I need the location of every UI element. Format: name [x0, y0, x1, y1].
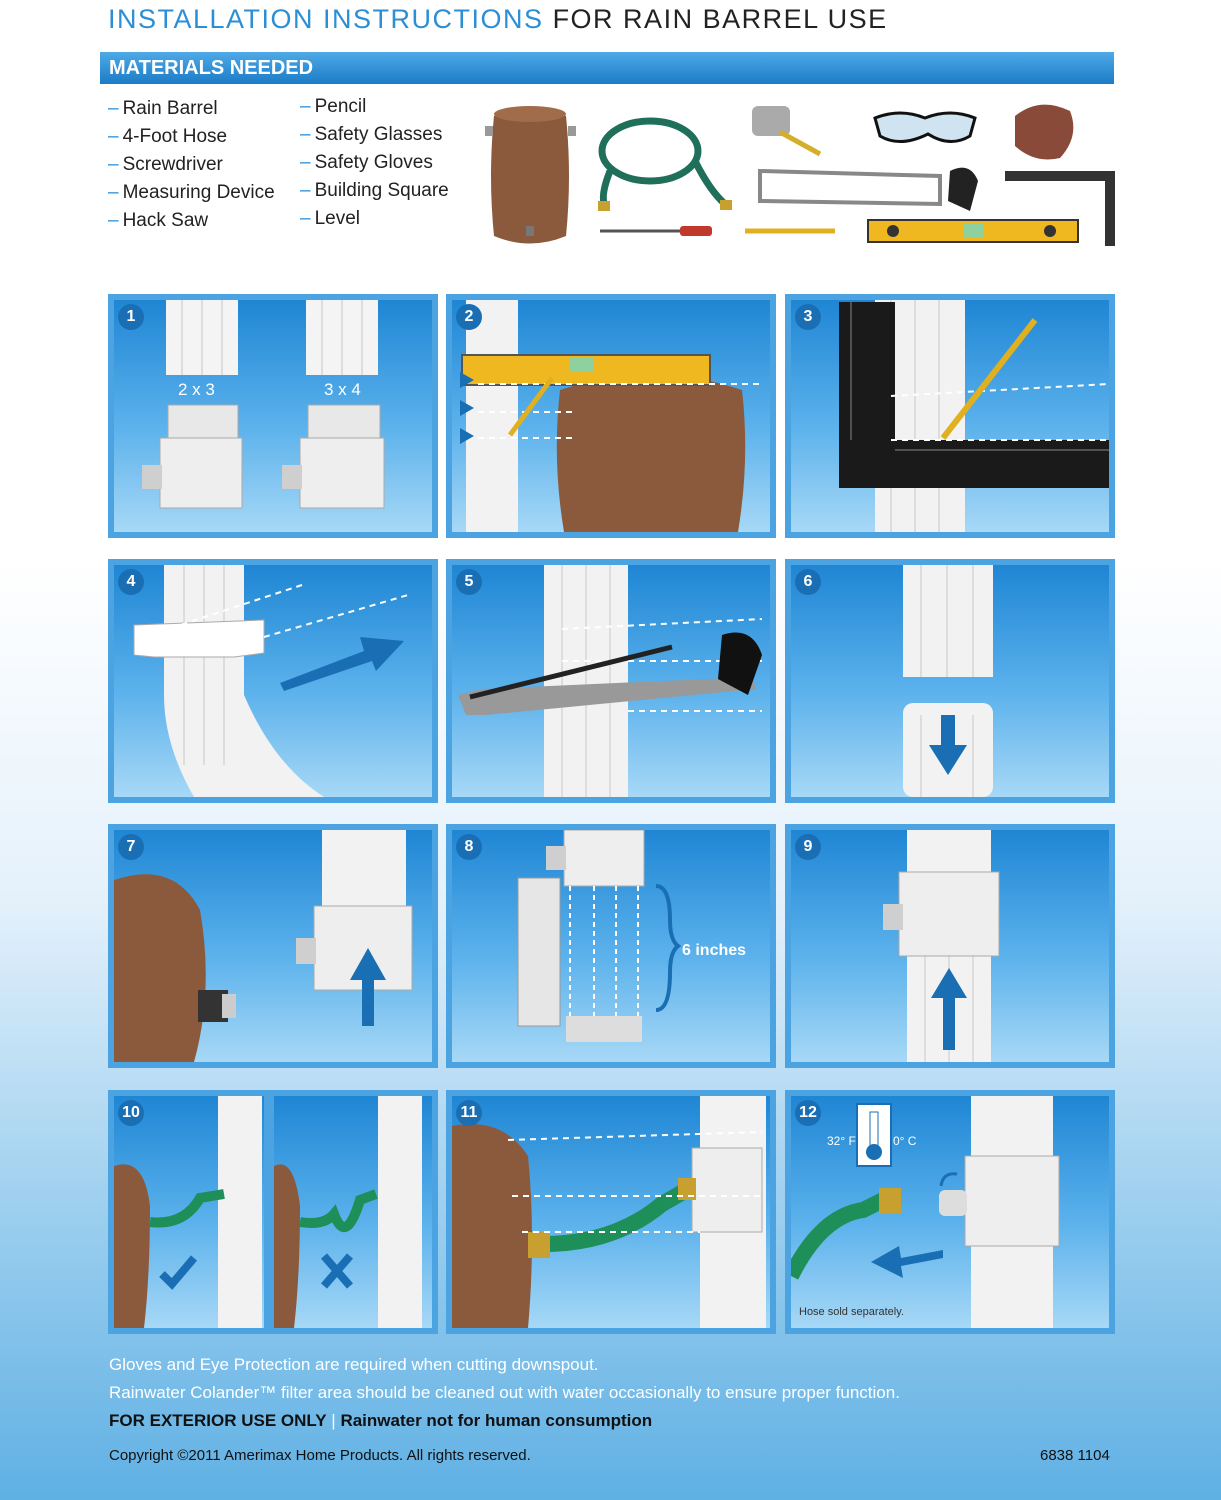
title-part2: FOR RAIN BARREL USE [552, 4, 888, 34]
step-10-illustration [114, 1096, 432, 1328]
list-item: – Safety Gloves [300, 152, 433, 173]
step-7-panel [108, 824, 438, 1068]
list-item: – Pencil [300, 96, 367, 117]
document-code: 6838 1104 [1040, 1447, 1110, 1464]
step-number: 12 [795, 1100, 821, 1126]
step-2-panel [446, 294, 776, 538]
step-number: 5 [456, 569, 482, 595]
hose-note: Hose sold separately. [799, 1306, 904, 1318]
list-item: – Safety Glasses [300, 124, 443, 145]
tape-measure-icon [752, 106, 820, 154]
step-1-panel [108, 294, 438, 538]
exterior-use-label: FOR EXTERIOR USE ONLY [109, 1411, 327, 1430]
list-item: – Measuring Device [108, 182, 275, 203]
materials-list-2 [300, 93, 449, 233]
step-7-illustration [114, 830, 432, 1062]
step-9-illustration [791, 830, 1109, 1062]
separator: | [326, 1411, 341, 1430]
materials-heading: MATERIALS NEEDED [100, 52, 1114, 84]
step-5-illustration [452, 565, 770, 797]
safety-glasses-icon [875, 113, 975, 142]
page-title [108, 4, 888, 35]
step-12-panel [785, 1090, 1115, 1334]
step-4-panel [108, 559, 438, 803]
thermometer-icon [857, 1104, 891, 1166]
step-9-panel [785, 824, 1115, 1068]
list-item: – Rain Barrel [108, 98, 218, 119]
size-label: 2 x 3 [178, 380, 215, 399]
step-8-panel [446, 824, 776, 1068]
step-12-illustration [791, 1096, 1109, 1328]
temp-f-label: 32° F [827, 1134, 856, 1148]
size-label: 3 x 4 [324, 380, 361, 399]
screwdriver-icon [600, 226, 712, 236]
rain-barrel-icon [485, 106, 576, 244]
step-number: 7 [118, 834, 144, 860]
step-2-illustration [452, 300, 770, 532]
step-number: 9 [795, 834, 821, 860]
step-number: 11 [456, 1100, 482, 1126]
step-1-illustration [114, 300, 432, 532]
list-item: – Hack Saw [108, 210, 209, 231]
step-11-panel [446, 1090, 776, 1334]
consumption-warning: Rainwater not for human consumption [340, 1411, 653, 1430]
note-line-2: Rainwater Colander™ filter area should be cleaned out with water occasionally to ensure proper function. [109, 1383, 900, 1402]
temp-c-label: 0° C [893, 1134, 917, 1148]
step-number: 4 [118, 569, 144, 595]
step-6-panel [785, 559, 1115, 803]
step-number: 1 [118, 304, 144, 330]
copyright: Copyright ©2011 Amerimax Home Products. All rights reserved. [109, 1447, 531, 1464]
title-part1: INSTALLATION INSTRUCTIONS [108, 4, 544, 34]
tools-illustration [480, 96, 1120, 256]
step-number: 2 [456, 304, 482, 330]
exterior-use-line [109, 1411, 652, 1431]
hacksaw-icon [760, 171, 940, 204]
step-number: 3 [795, 304, 821, 330]
step-number: 6 [795, 569, 821, 595]
list-item: – Level [300, 208, 360, 229]
step-6-illustration [791, 565, 1109, 797]
list-item: – Building Square [300, 180, 449, 201]
list-item: – Screwdriver [108, 154, 223, 175]
list-item: – 4-Foot Hose [108, 126, 228, 147]
step-5-panel [446, 559, 776, 803]
gloves-icon [1015, 105, 1073, 160]
measurement-label: 6 inches [682, 942, 747, 959]
hose-icon [602, 121, 725, 206]
level-icon [868, 220, 1078, 242]
step-11-illustration [452, 1096, 770, 1328]
materials-list-1 [108, 95, 275, 235]
step-3-illustration [791, 300, 1109, 532]
note-line-1: Gloves and Eye Protection are required when cutting downspout. [109, 1355, 599, 1374]
step-3-panel [785, 294, 1115, 538]
step-10-panel [108, 1090, 438, 1334]
step-4-illustration [114, 565, 432, 797]
step-number: 8 [456, 834, 482, 860]
step-number: 10 [118, 1100, 144, 1126]
